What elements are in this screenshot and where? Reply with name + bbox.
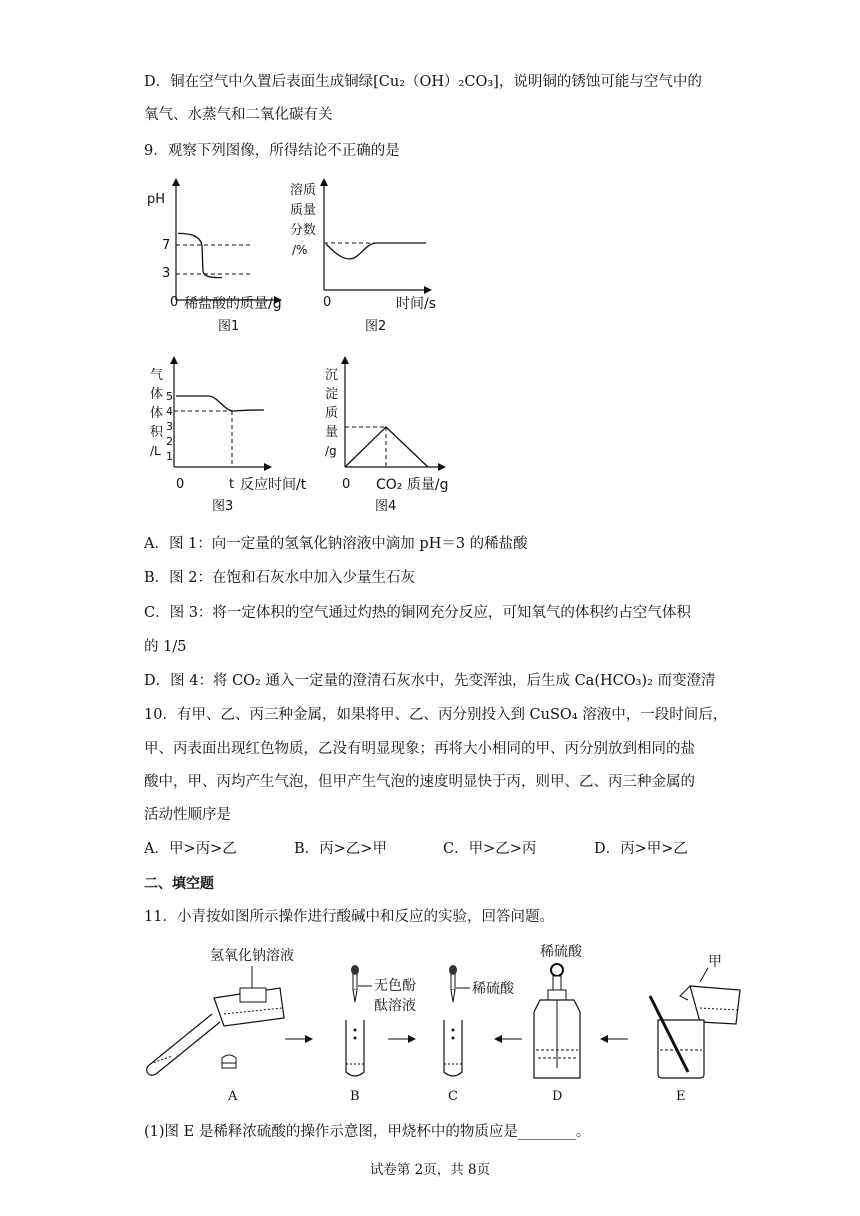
fig4-ylabel-1: 沉 — [325, 368, 339, 383]
fig3-tick-3: 3 — [166, 420, 173, 433]
page-footer: 试卷第 2页，共 8页 — [369, 1162, 491, 1178]
naoh-label: 氢氧化钠溶液 — [210, 948, 294, 964]
fig1-ylabel: pH — [147, 192, 166, 207]
fig3-tick-4: 4 — [166, 405, 173, 418]
figure-1-ph-chart — [147, 178, 282, 334]
fig4-ylabel-3: 质 — [325, 406, 339, 421]
q10-line2: 甲、丙表面出现红色物质，乙没有明显现象；再将大小相同的甲、丙分别放到相同的盐 — [144, 741, 695, 757]
fig3-xlabel: 反应时间/t — [240, 477, 307, 493]
fig3-ylabel-5: /L — [150, 444, 161, 458]
fig4-ylabel-5: /g — [325, 444, 337, 458]
step-a-pour-naoh — [147, 947, 294, 1104]
indicator-label-1: 无色酚 — [374, 978, 416, 994]
arrow-e-to-d — [600, 1035, 628, 1043]
fig4-origin: 0 — [342, 477, 351, 492]
fig3-ylabel-4: 积 — [150, 425, 164, 440]
fig1-ph-curve — [178, 233, 222, 277]
step-d-label: D — [552, 1089, 563, 1104]
q8-option-d-line1: D．铜在空气中久置后表面生成铜绿[Cu₂（OH）₂CO₃]，说明铜的锈蚀可能与空气中的 — [144, 74, 702, 90]
figure-4-precipitate-chart — [325, 356, 448, 512]
fig2-ylabel-1: 溶质 — [290, 183, 317, 198]
acid-label-c: 稀硫酸 — [472, 981, 514, 997]
q10-choice-b: B．丙>乙>甲 — [294, 841, 387, 857]
fig1-tick-3: 3 — [162, 266, 171, 281]
fig3-t-mark: t — [229, 477, 235, 492]
fig3-origin: 0 — [176, 477, 185, 492]
figure-3-gas-volume-chart — [150, 356, 307, 512]
step-c-add-acid — [444, 965, 515, 1104]
fig2-origin: 0 — [323, 295, 332, 310]
q10-line4: 活动性顺序是 — [144, 807, 231, 823]
q10-choice-a: A．甲>丙>乙 — [144, 841, 237, 857]
fig4-ylabel-4: 量 — [325, 425, 339, 440]
q10-line1: 10．有甲、乙、丙三种金属，如果将甲、乙、丙分别投入到 CuSO₄ 溶液中，一段时间后， — [144, 707, 728, 723]
fig4-xlabel: CO₂ 质量/g — [376, 477, 449, 493]
q9-figures — [0, 172, 860, 512]
q10-line3: 酸中，甲、丙均产生气泡，但甲产生气泡的速度明显快于丙，则甲、乙、丙三种金属的 — [144, 774, 695, 790]
fig4-curve — [345, 427, 428, 467]
q9-option-a: A．图 1：向一定量的氢氧化钠溶液中滴加 pH＝3 的稀盐酸 — [144, 536, 528, 552]
arrow-d-to-c — [494, 1035, 522, 1043]
acid-label-d: 稀硫酸 — [540, 944, 582, 960]
q10-choice-d: D．丙>甲>乙 — [594, 841, 688, 857]
section-heading: 二、填空题 — [144, 876, 214, 892]
q11-subquestion-1: (1)图 E 是稀释浓硫酸的操作示意图，甲烧杯中的物质应是________。 — [144, 1124, 591, 1140]
jia-label: 甲 — [708, 954, 722, 970]
step-b-add-indicator — [346, 965, 416, 1104]
step-e-label: E — [676, 1089, 686, 1104]
fig3-caption: 图3 — [212, 499, 234, 512]
fig2-ylabel-4: /% — [292, 243, 308, 257]
q9-option-b: B．图 2：在饱和石灰水中加入少量生石灰 — [144, 570, 415, 586]
fig3-tick-2: 2 — [166, 435, 173, 448]
q9-stem: 9．观察下列图像，所得结论不正确的是 — [144, 143, 400, 159]
q9-option-c-line2: 的 1/5 — [144, 639, 187, 655]
fig2-ylabel-2: 质量 — [290, 203, 317, 218]
step-d-acid-bottle — [534, 944, 583, 1104]
indicator-label-2: 酞溶液 — [374, 998, 416, 1014]
fig3-volume-curve — [176, 396, 264, 411]
step-b-label: B — [350, 1089, 360, 1104]
q9-option-d: D．图 4：将 CO₂ 通入一定量的澄清石灰水中，先变浑浊，后生成 Ca(HCO₃)₂ 而变澄清 — [144, 673, 716, 689]
fig2-caption: 图2 — [365, 319, 387, 334]
fig1-origin: 0 — [170, 295, 179, 310]
fig3-ylabel-3: 体 — [150, 406, 164, 421]
fig3-ylabel-2: 体 — [150, 387, 164, 402]
fig2-xlabel: 时间/s — [396, 296, 437, 312]
fig1-tick-7: 7 — [162, 238, 171, 253]
fig3-tick-1: 1 — [166, 450, 173, 463]
arrow-a-to-b — [285, 1035, 313, 1043]
fig3-ylabel-1: 气 — [150, 368, 164, 383]
step-a-label: A — [228, 1089, 238, 1104]
arrow-b-to-c — [388, 1035, 416, 1043]
q11-stem: 11．小青按如图所示操作进行酸碱中和反应的实验，回答问题。 — [144, 909, 554, 925]
q9-option-c-line1: C．图 3：将一定体积的空气通过灼热的铜网充分反应，可知氧气的体积约占空气体积 — [144, 605, 691, 621]
step-c-label: C — [448, 1089, 458, 1104]
fig4-caption: 图4 — [375, 499, 397, 512]
q8-option-d-line2: 氧气、水蒸气和二氧化碳有关 — [144, 107, 333, 123]
fig2-ylabel-3: 分数 — [290, 223, 317, 238]
fig3-tick-5: 5 — [166, 390, 173, 403]
step-e-dilution — [650, 954, 740, 1104]
fig1-caption: 图1 — [218, 319, 240, 334]
q10-choice-c: C．甲>乙>丙 — [443, 841, 537, 857]
figure-2-solute-chart — [290, 178, 436, 334]
q11-apparatus-diagram — [0, 938, 860, 1110]
fig4-ylabel-2: 淀 — [325, 387, 339, 402]
fig2-curve — [326, 243, 426, 259]
fig1-xlabel: 稀盐酸的质量/g — [184, 296, 282, 312]
